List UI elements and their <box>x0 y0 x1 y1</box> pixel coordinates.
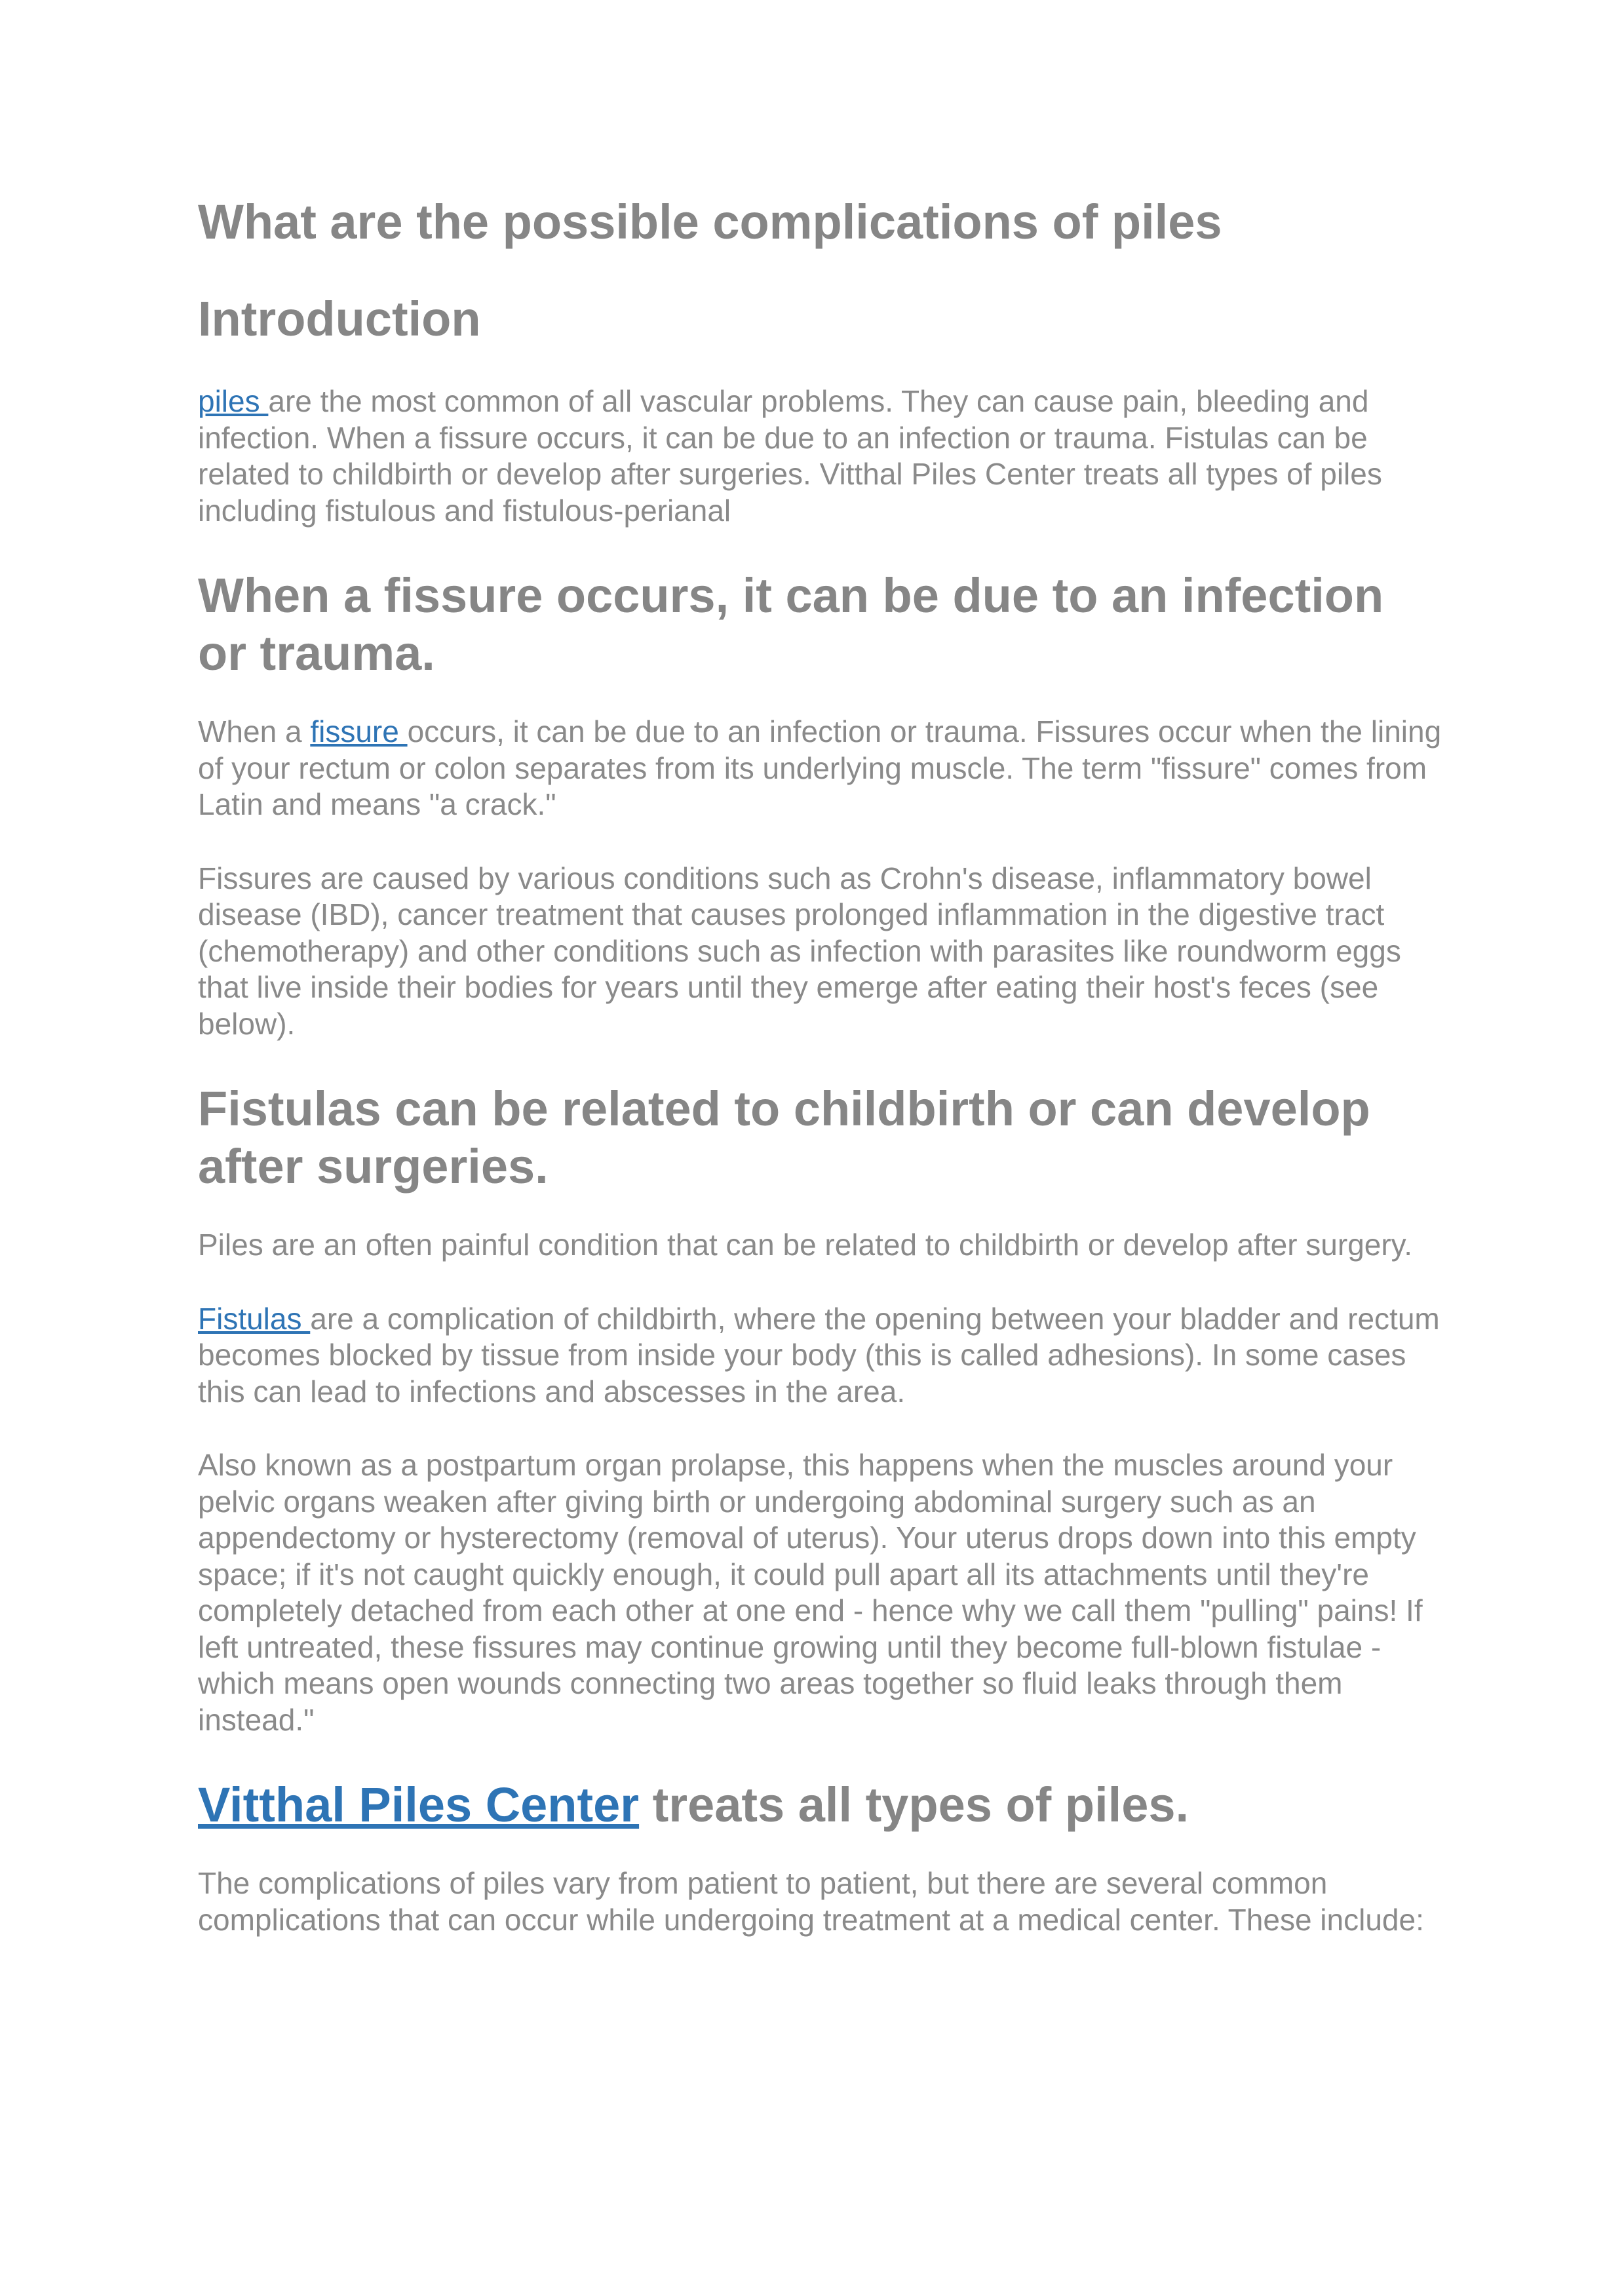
fistula-paragraph-1: Piles are an often painful condition that can be related to childbirth or develop after surgery. <box>198 1228 1413 1262</box>
center-paragraph-1: The complications of piles vary from patient to patient, but there are several common complications that can occur while undergoing treatment at a medical center. These include: <box>198 1866 1424 1937</box>
document-page <box>198 193 1443 1975</box>
document-title: What are the possible complications of piles <box>198 195 1222 249</box>
fissure-paragraph-1 <box>198 714 1443 823</box>
fistulas-link[interactable]: Fistulas <box>198 1301 311 1336</box>
fissure-paragraph-2: Fissures are caused by various conditions such as Crohn's disease, inflammatory bowel disease (IBD), cancer treatment that causes prolonged inflammation in the digestive tract (chemotherapy) and other conditions such as infection with parasites like roundworm eggs that live inside their bodies for years until they emerge after eating their host's feces (see below). <box>198 861 1401 1041</box>
piles-link[interactable]: piles <box>198 384 269 418</box>
fissure-p1-prefix: When a <box>198 714 311 749</box>
fissure-link[interactable]: fissure <box>310 714 408 749</box>
introduction-paragraph <box>198 383 1443 529</box>
center-heading-text: treats all types of piles. <box>639 1778 1189 1832</box>
fissure-p1-text: occurs, it can be due to an infection or trauma. Fissures occur when the lining of your rectum or colon separates from its underlying muscle. The term "fissure" comes from Latin and means "a crack." <box>198 714 1442 821</box>
fistula-section-heading: Fistulas can be related to childbirth or can develop after surgeries. <box>198 1081 1370 1194</box>
fistula-p2-text: are a complication of childbirth, where the opening between your bladder and rectum becomes blocked by tissue from inside your body (this is called adhesions). In some cases this can lead to infections and abscesses in the area. <box>198 1301 1440 1409</box>
fissure-section-heading: When a fissure occurs, it can be due to an infection or trauma. <box>198 568 1384 680</box>
fistula-paragraph-2 <box>198 1301 1443 1411</box>
introduction-heading: Introduction <box>198 292 481 346</box>
center-section-heading <box>198 1776 1443 1834</box>
fistula-paragraph-3: Also known as a postpartum organ prolapse, this happens when the muscles around your pelvic organs weaken after giving birth or undergoing abdominal surgery such as an appendectomy or hysterectomy (removal of uterus). Your uterus drops down into this empty space; if it's not caught quickly enough, it could pull apart all its attachments until they're completely detached from each other at one end - hence why we call them "pulling" pains! If left untreated, these fissures may continue growing until they become full-blown fistulae - which means open wounds connecting two areas together so fluid leaks through them instead." <box>198 1448 1423 1737</box>
vitthal-piles-center-link[interactable]: Vitthal Piles Center <box>198 1778 640 1832</box>
introduction-text: are the most common of all vascular problems. They can cause pain, bleeding and infection. When a fissure occurs, it can be due to an infection or trauma. Fistulas can be related to childbirth or develop after surgeries. Vitthal Piles Center treats all types of piles including fistulous and fistulous-perianal <box>198 384 1382 528</box>
